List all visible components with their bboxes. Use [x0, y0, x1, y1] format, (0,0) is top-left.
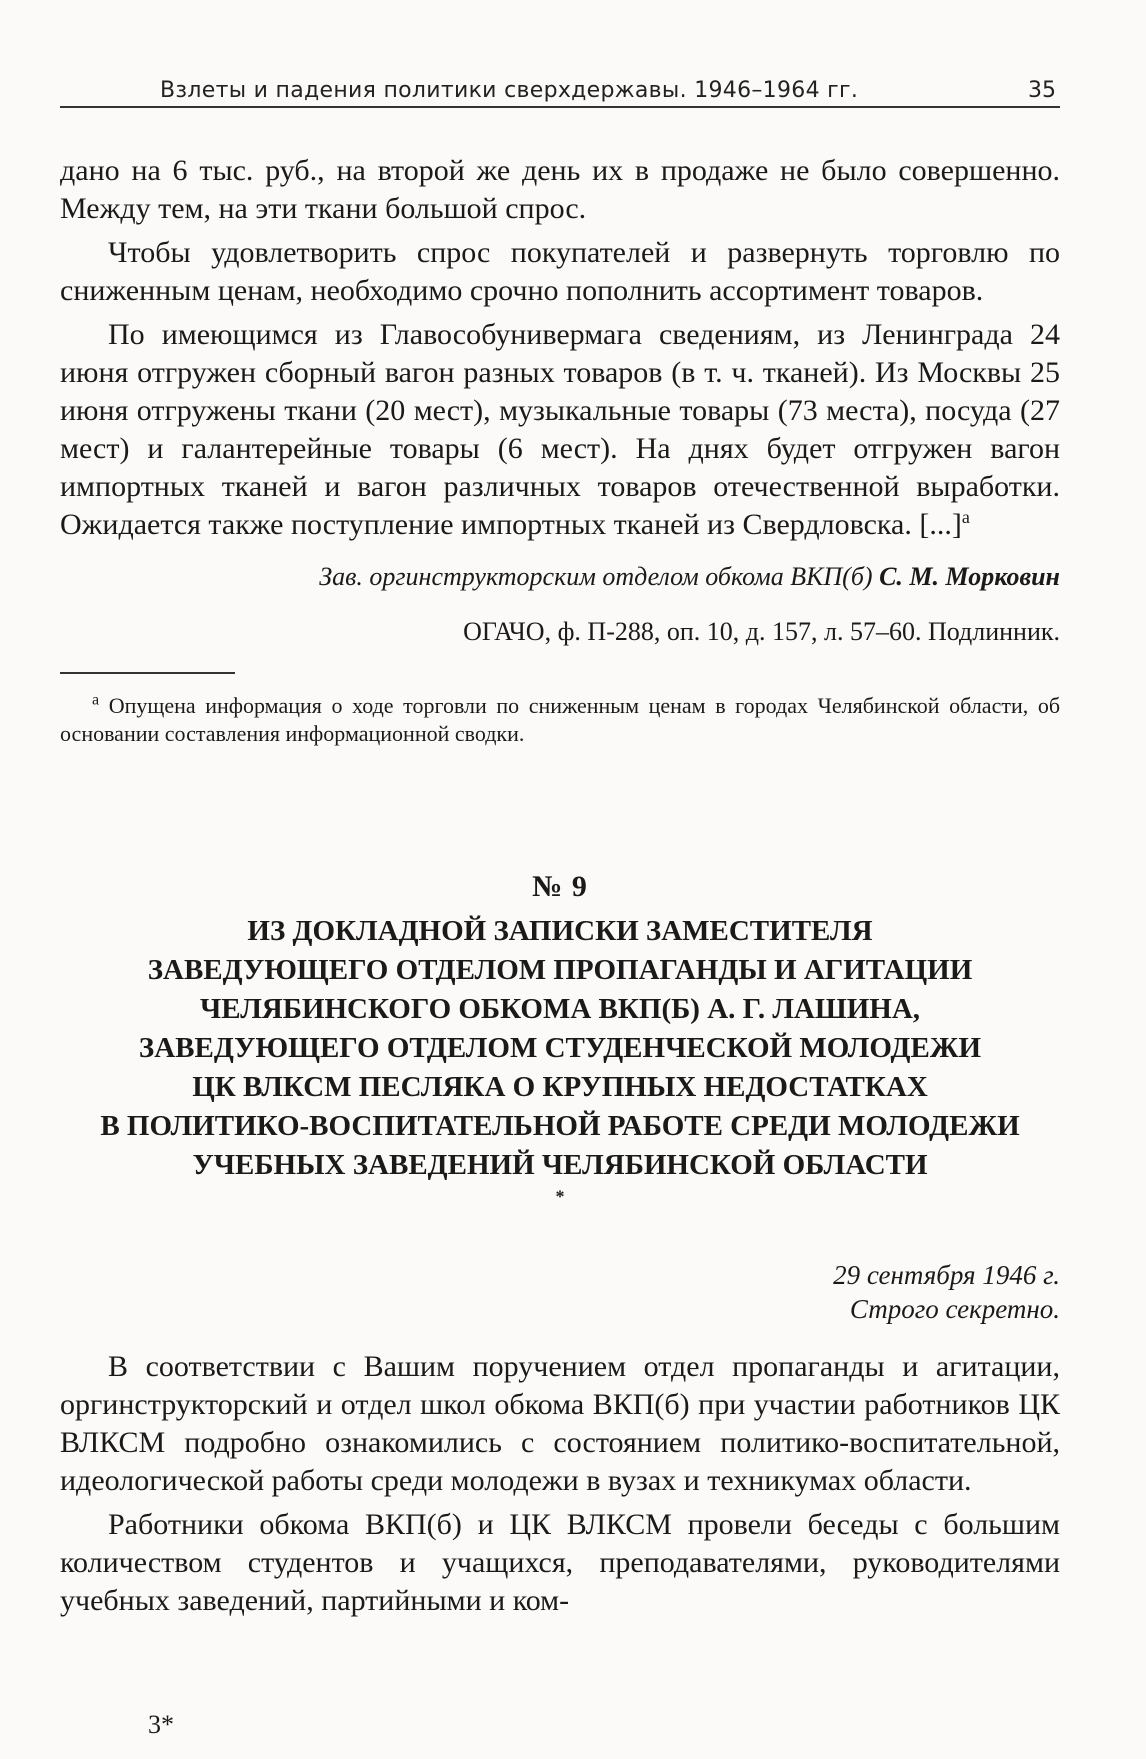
running-title: Взлеты и падения политики сверхдержавы. 1946–1964 гг.: [160, 78, 859, 103]
document-number: № 9: [532, 870, 588, 903]
previous-document-text: [60, 152, 1060, 544]
heading-line: ЧЕЛЯБИНСКОГО ОБКОМА ВКП(Б) А. Г. ЛАШИНА,: [199, 993, 921, 1025]
heading-line: ЦК ВЛКСМ ПЕСЛЯКА О КРУПНЫХ НЕДОСТАТКАХ: [192, 1071, 928, 1103]
heading-line: В ПОЛИТИКО-ВОСПИТАТЕЛЬНОЙ РАБОТЕ СРЕДИ МОЛОДЕЖИ: [100, 1110, 1020, 1142]
document-text: [60, 1348, 1060, 1620]
paragraph: дано на 6 тыс. руб., на второй же день их в продаже не было совершенно. Между тем, на эти ткани большой спрос.: [60, 154, 1060, 225]
paragraph-text: По имеющимся из Главособунивермага сведениям, из Ленинграда 24 июня отгружен сборный вагон разных товаров (в т. ч. тканей). Из Москвы 25 июня отгружены ткани (20 мест), музыкальные товары (73 места), посуда (27 мест) и галантерейные товары (6 мест). На днях будет отгружен вагон импортных тканей и вагон различных товаров отечественной выработки. Ожидается также поступление импортных тканей из Свердловска. [...]: [60, 318, 1060, 541]
signature-mark: 3*: [148, 1710, 174, 1739]
heading-line-text: УЧЕБНЫХ ЗАВЕДЕНИЙ ЧЕЛЯБИНСКОЙ ОБЛАСТИ: [192, 1149, 928, 1181]
footnote: [60, 692, 1060, 748]
signatory-position: Зав. оргинструкторским отделом обкома ВКП(б): [319, 562, 873, 591]
paragraph: В соответствии с Вашим поручением отдел пропаганды и агитации, оргинструкторский и отдел школ обкома ВКП(б) при участии работников ЦК ВЛКСМ подробно ознакомились с состоянием политико-воспитательной, идеологической работы среди молодежи в вузах и техникумах области.: [60, 1350, 1060, 1497]
heading-line-last: [60, 1146, 1060, 1224]
header-rule: [60, 106, 1060, 108]
paragraph: Чтобы удовлетворить спрос покупателей и развернуть торговлю по сниженным ценам, необходимо срочно пополнить ассортимент товаров.: [60, 236, 1060, 307]
heading-line: ЗАВЕДУЮЩЕГО ОТДЕЛОМ СТУДЕНЧЕСКОЙ МОЛОДЕЖИ: [138, 1032, 982, 1064]
paragraph: [60, 316, 1060, 544]
dateline: [60, 1258, 1060, 1326]
signatory-name: С. М. Морковин: [879, 562, 1060, 591]
archive-reference: ОГАЧО, ф. П-288, оп. 10, д. 157, л. 57–60. Подлинник.: [463, 617, 1060, 646]
heading-footnote-mark: *: [555, 1186, 565, 1207]
footnote-rule: [60, 672, 235, 674]
document-date: 29 сентября 1946 г.: [833, 1260, 1060, 1290]
footnote-mark: а: [92, 691, 100, 709]
paragraph: Работники обкома ВКП(б) и ЦК ВЛКСМ провели беседы с большим количеством студентов и учащихся, преподавателями, руководителями учебных заведений, партийными и ком-: [60, 1508, 1060, 1617]
heading-line: ЗАВЕДУЮЩЕГО ОТДЕЛОМ ПРОПАГАНДЫ И АГИТАЦИИ: [147, 954, 973, 986]
footnote-text: Опущена информация о ходе торговли по сниженным ценам в городах Челябинской области, об основании составления информационной сводки.: [60, 693, 1061, 746]
page-number: 35: [1028, 78, 1056, 103]
footnote-reference: а: [961, 507, 970, 527]
signature: [60, 560, 1060, 594]
classification: Строго секретно.: [849, 1294, 1060, 1324]
book-page: [60, 70, 1060, 1740]
heading-line: ИЗ ДОКЛАДНОЙ ЗАПИСКИ ЗАМЕСТИТЕЛЯ: [247, 915, 873, 947]
document-heading: [60, 912, 1060, 1224]
running-header: [60, 70, 1060, 108]
